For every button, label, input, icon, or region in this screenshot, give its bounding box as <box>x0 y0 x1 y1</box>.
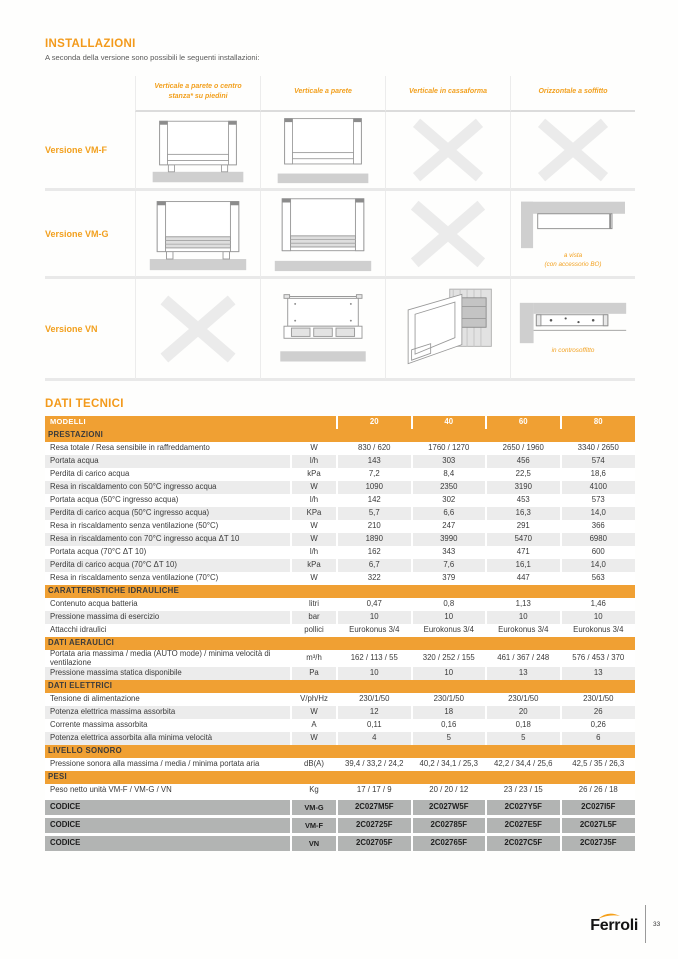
tech-table-body <box>45 416 635 851</box>
row-value: 26 <box>561 706 636 719</box>
cell-vmf-piedini <box>135 112 260 191</box>
row-value: 576 / 453 / 370 <box>561 650 636 667</box>
row-label-vn: Versione VN <box>45 279 135 381</box>
row-value: 40,2 / 34,1 / 25,3 <box>412 758 487 771</box>
unit-floor-feet-drawing <box>142 116 254 184</box>
row-value: 453 <box>486 494 561 507</box>
cell-vmg-piedini <box>135 191 260 279</box>
row-value: Eurokonus 3/4 <box>412 624 487 637</box>
ferroli-logo <box>590 913 638 935</box>
row-label: Potenza elettrica massima assorbita <box>45 706 291 719</box>
installation-matrix <box>45 76 635 381</box>
row-value: 18 <box>412 706 487 719</box>
cell-vn-soffitto <box>510 279 635 381</box>
row-value: 302 <box>412 494 487 507</box>
cell-vmf-parete <box>260 112 385 191</box>
section-header-row <box>45 680 635 693</box>
code-value: 2C027E5F <box>486 817 561 835</box>
table-row <box>45 624 635 637</box>
table-row <box>45 598 635 611</box>
code-value: 2C027W5F <box>412 799 487 817</box>
code-value: 2C02725F <box>337 817 412 835</box>
model-column: 60 <box>486 416 561 429</box>
row-value: 0,18 <box>486 719 561 732</box>
row-unit: bar <box>291 611 337 624</box>
table-row <box>45 520 635 533</box>
cell-vn-piedini <box>135 279 260 381</box>
cell-vn-parete <box>260 279 385 381</box>
code-row <box>45 799 635 817</box>
row-value: 303 <box>412 455 487 468</box>
section-header: PRESTAZIONI <box>45 429 635 442</box>
cell-vmg-soffitto <box>510 191 635 279</box>
page-number: 33 <box>653 920 661 928</box>
ceiling-recessed-drawing <box>517 301 629 345</box>
row-value: 1,46 <box>561 598 636 611</box>
table-row <box>45 611 635 624</box>
row-value: 563 <box>561 572 636 585</box>
row-label: Pressione sonora alla massima / media / minima portata aria <box>45 758 291 771</box>
row-value: 1,13 <box>486 598 561 611</box>
row-unit: W <box>291 732 337 745</box>
row-value: 6,7 <box>337 559 412 572</box>
column-header-cassaforma: Verticale in cassaforma <box>385 76 510 112</box>
installations-subtitle: A seconda della versione sono possibili le seguenti installazioni: <box>45 53 260 62</box>
code-label: CODICE <box>45 799 291 817</box>
row-unit: Kg <box>291 784 337 799</box>
row-value: 2650 / 1960 <box>486 442 561 455</box>
row-value: 162 <box>337 546 412 559</box>
row-unit: litri <box>291 598 337 611</box>
row-label: Resa in riscaldamento senza ventilazione (70°C) <box>45 572 291 585</box>
row-value: 20 / 20 / 12 <box>412 784 487 799</box>
section-header-row <box>45 745 635 758</box>
cell-caption: a vista (con accessorio BO) <box>544 252 602 268</box>
code-label: CODICE <box>45 817 291 835</box>
code-value: 2C027M5F <box>337 799 412 817</box>
row-label: Corrente massima assorbita <box>45 719 291 732</box>
table-row <box>45 667 635 680</box>
row-value: 830 / 620 <box>337 442 412 455</box>
row-label: Resa in riscaldamento con 50°C ingresso acqua <box>45 481 291 494</box>
ducted-unit-drawing <box>267 290 379 368</box>
table-row <box>45 507 635 520</box>
table-row <box>45 650 635 667</box>
section-header-row <box>45 429 635 442</box>
section-header-row <box>45 771 635 784</box>
row-value: 10 <box>412 667 487 680</box>
row-value: 8,4 <box>412 468 487 481</box>
page-footer <box>590 905 663 943</box>
row-label: Pressione massima statica disponibile <box>45 667 291 680</box>
row-value: 0,26 <box>561 719 636 732</box>
row-value: 0,47 <box>337 598 412 611</box>
row-value: 573 <box>561 494 636 507</box>
ceiling-exposed-drawing <box>517 198 629 250</box>
code-row <box>45 817 635 835</box>
row-value: 42,5 / 35 / 26,3 <box>561 758 636 771</box>
row-value: 230/1/50 <box>412 693 487 706</box>
row-value: 20 <box>486 706 561 719</box>
row-label: Portata acqua <box>45 455 291 468</box>
table-row <box>45 546 635 559</box>
installations-title: INSTALLAZIONI <box>45 38 136 50</box>
table-header-row <box>45 416 635 429</box>
row-unit: W <box>291 533 337 546</box>
row-value: 22,5 <box>486 468 561 481</box>
row-label: Perdita di carico acqua (50°C ingresso acqua) <box>45 507 291 520</box>
row-value: 0,8 <box>412 598 487 611</box>
row-label: Contenuto acqua batteria <box>45 598 291 611</box>
code-value: 2C027J5F <box>561 835 636 852</box>
cell-vmf-soffitto <box>510 112 635 191</box>
table-row <box>45 494 635 507</box>
table-row <box>45 572 635 585</box>
table-row <box>45 455 635 468</box>
row-value: Eurokonus 3/4 <box>337 624 412 637</box>
row-value: 230/1/50 <box>337 693 412 706</box>
row-value: 10 <box>337 667 412 680</box>
row-value: 5 <box>486 732 561 745</box>
row-value: 5470 <box>486 533 561 546</box>
row-value: 320 / 252 / 155 <box>412 650 487 667</box>
row-value: 16,1 <box>486 559 561 572</box>
row-value: 142 <box>337 494 412 507</box>
footer-divider <box>645 905 646 943</box>
code-label: CODICE <box>45 835 291 852</box>
row-value: 5,7 <box>337 507 412 520</box>
row-value: Eurokonus 3/4 <box>486 624 561 637</box>
model-column: 20 <box>337 416 412 429</box>
row-unit: l/h <box>291 494 337 507</box>
row-value: 343 <box>412 546 487 559</box>
row-value: 13 <box>561 667 636 680</box>
row-value: 42,2 / 34,4 / 25,6 <box>486 758 561 771</box>
row-unit: W <box>291 706 337 719</box>
technical-data-table <box>45 416 635 851</box>
not-available-x-icon <box>148 289 248 369</box>
row-value: 10 <box>561 611 636 624</box>
code-value: 2C027I5F <box>561 799 636 817</box>
table-row <box>45 693 635 706</box>
row-label: Tensione di alimentazione <box>45 693 291 706</box>
row-value: 461 / 367 / 248 <box>486 650 561 667</box>
row-value: 1890 <box>337 533 412 546</box>
row-label: Portata aria massima / media (AUTO mode) / minima velocità di ventilazione <box>45 650 291 667</box>
cell-vmg-parete <box>260 191 385 279</box>
row-value: 379 <box>412 572 487 585</box>
row-value: Eurokonus 3/4 <box>561 624 636 637</box>
row-value: 2350 <box>412 481 487 494</box>
section-header: CARATTERISTICHE IDRAULICHE <box>45 585 635 598</box>
row-unit: V/ph/Hz <box>291 693 337 706</box>
cell-vn-cassaforma <box>385 279 510 381</box>
row-value: 10 <box>486 611 561 624</box>
row-value: 1760 / 1270 <box>412 442 487 455</box>
row-label: Perdita di carico acqua <box>45 468 291 481</box>
row-value: 4 <box>337 732 412 745</box>
row-value: 39,4 / 33,2 / 24,2 <box>337 758 412 771</box>
code-value: 2C027Y5F <box>486 799 561 817</box>
logo-flame-icon <box>598 912 620 920</box>
row-value: 600 <box>561 546 636 559</box>
row-value: 471 <box>486 546 561 559</box>
row-value: 456 <box>486 455 561 468</box>
code-value: 2C02705F <box>337 835 412 852</box>
row-label: Attacchi idraulici <box>45 624 291 637</box>
row-value: 291 <box>486 520 561 533</box>
row-value: 12 <box>337 706 412 719</box>
code-value: 2C027C5F <box>486 835 561 852</box>
row-value: 14,0 <box>561 559 636 572</box>
row-unit: Pa <box>291 667 337 680</box>
section-header: LIVELLO SONORO <box>45 745 635 758</box>
row-unit: kPa <box>291 559 337 572</box>
row-unit: W <box>291 481 337 494</box>
not-available-x-icon <box>398 198 498 270</box>
row-value: 230/1/50 <box>561 693 636 706</box>
unit-wall-drawing <box>267 116 379 184</box>
row-value: 18,6 <box>561 468 636 481</box>
row-value: 574 <box>561 455 636 468</box>
row-unit: l/h <box>291 546 337 559</box>
row-value: 6980 <box>561 533 636 546</box>
not-available-x-icon <box>523 116 623 184</box>
row-value: 5 <box>412 732 487 745</box>
row-value: 366 <box>561 520 636 533</box>
row-value: 13 <box>486 667 561 680</box>
row-unit: KPa <box>291 507 337 520</box>
table-row <box>45 442 635 455</box>
row-value: 26 / 26 / 18 <box>561 784 636 799</box>
row-unit: dB(A) <box>291 758 337 771</box>
row-value: 162 / 113 / 55 <box>337 650 412 667</box>
row-value: 7,6 <box>412 559 487 572</box>
row-label: Perdita di carico acqua (70°C ΔT 10) <box>45 559 291 572</box>
row-label: Resa in riscaldamento con 70°C ingresso acqua ΔT 10 <box>45 533 291 546</box>
row-unit: m³/h <box>291 650 337 667</box>
row-value: 322 <box>337 572 412 585</box>
row-unit: W <box>291 442 337 455</box>
model-column: 80 <box>561 416 636 429</box>
row-value: 10 <box>337 611 412 624</box>
section-header: PESI <box>45 771 635 784</box>
row-unit: W <box>291 520 337 533</box>
section-header: DATI ELETTRICI <box>45 680 635 693</box>
code-row <box>45 835 635 852</box>
code-value: 2C027L5F <box>561 817 636 835</box>
row-value: 0,11 <box>337 719 412 732</box>
section-header-row <box>45 585 635 598</box>
column-header-soffitto: Orizzontale a soffitto <box>510 76 635 112</box>
row-label: Pressione massima di esercizio <box>45 611 291 624</box>
code-version: VM-F <box>291 817 337 835</box>
table-row <box>45 719 635 732</box>
cell-caption: in controsoffitto <box>551 347 595 355</box>
in-wall-casing-drawing <box>396 285 500 373</box>
table-row <box>45 706 635 719</box>
row-label-vmg: Versione VM-G <box>45 191 135 279</box>
row-unit: pollici <box>291 624 337 637</box>
table-row <box>45 533 635 546</box>
unit-floor-feet-grille-drawing <box>142 196 254 272</box>
code-value: 2C02765F <box>412 835 487 852</box>
not-available-x-icon <box>398 116 498 184</box>
column-header-parete: Verticale a parete <box>260 76 385 112</box>
section-header: DATI AERAULICI <box>45 637 635 650</box>
row-value: 1090 <box>337 481 412 494</box>
row-value: 3340 / 2650 <box>561 442 636 455</box>
row-label-vmf: Versione VM-F <box>45 112 135 191</box>
column-header-piedini: Verticale a parete o centro stanza* su piedini <box>135 76 260 112</box>
row-label: Portata acqua (50°C ingresso acqua) <box>45 494 291 507</box>
row-unit: W <box>291 572 337 585</box>
table-row <box>45 481 635 494</box>
table-row <box>45 732 635 745</box>
row-value: 210 <box>337 520 412 533</box>
code-version: VM-G <box>291 799 337 817</box>
tech-title: DATI TECNICI <box>45 398 124 410</box>
row-value: 23 / 23 / 15 <box>486 784 561 799</box>
logo-text: Ferroli <box>590 917 638 934</box>
table-row <box>45 559 635 572</box>
table-row <box>45 784 635 799</box>
table-row <box>45 468 635 481</box>
cell-vmg-cassaforma <box>385 191 510 279</box>
unit-wall-grille-drawing <box>267 196 379 272</box>
row-value: 3190 <box>486 481 561 494</box>
row-label: Peso netto unità VM-F / VM-G / VN <box>45 784 291 799</box>
matrix-corner <box>45 76 135 112</box>
row-value: 0,16 <box>412 719 487 732</box>
table-row <box>45 758 635 771</box>
row-value: 4100 <box>561 481 636 494</box>
model-column: 40 <box>412 416 487 429</box>
row-label: Resa totale / Resa sensibile in raffreddamento <box>45 442 291 455</box>
row-value: 6,6 <box>412 507 487 520</box>
cell-vmf-cassaforma <box>385 112 510 191</box>
row-label: Potenza elettrica assorbita alla minima velocità <box>45 732 291 745</box>
row-value: 10 <box>412 611 487 624</box>
row-value: 6 <box>561 732 636 745</box>
row-unit: kPa <box>291 468 337 481</box>
row-label: Portata acqua (70°C ΔT 10) <box>45 546 291 559</box>
row-value: 14,0 <box>561 507 636 520</box>
models-label: MODELLI <box>45 416 337 429</box>
row-unit: A <box>291 719 337 732</box>
code-value: 2C02785F <box>412 817 487 835</box>
row-value: 7,2 <box>337 468 412 481</box>
row-label: Resa in riscaldamento senza ventilazione (50°C) <box>45 520 291 533</box>
row-value: 17 / 17 / 9 <box>337 784 412 799</box>
row-value: 447 <box>486 572 561 585</box>
row-value: 143 <box>337 455 412 468</box>
row-value: 16,3 <box>486 507 561 520</box>
code-version: VN <box>291 835 337 852</box>
row-value: 230/1/50 <box>486 693 561 706</box>
row-unit: l/h <box>291 455 337 468</box>
row-value: 3990 <box>412 533 487 546</box>
row-value: 247 <box>412 520 487 533</box>
